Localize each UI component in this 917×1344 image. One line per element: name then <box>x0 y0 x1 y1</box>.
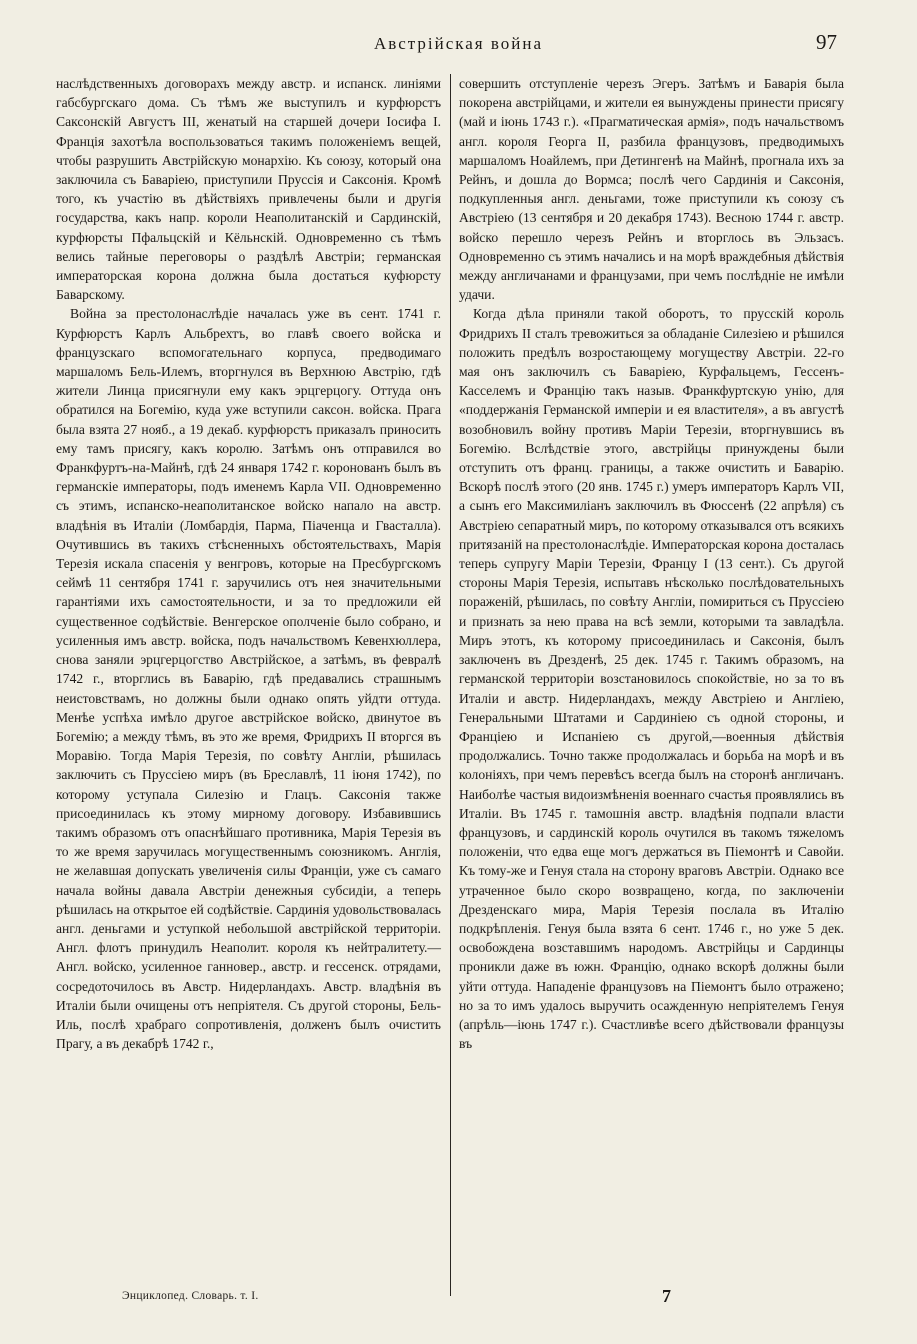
page-number: 97 <box>816 30 837 54</box>
right-paragraph: Когда дѣла приняли такой оборотъ, то прусскій король Фридрихъ II сталъ тревожиться за обладаніе Силезіею и рѣшился положить предѣлъ возростающему могуществу Австріи. 22-го мая онъ заключилъ съ Баваріею, Курфальцемъ, Гессенъ-Касселемъ и Францію такъ назыв. Франкфуртскую унію, для «поддержанія Германской имперіи и ея властителя», а въ августѣ возобновилъ войну противъ Маріи Терезіи, вторгнувшись въ Богемію. Вслѣдствіе этого, австрійцы принуждены были отступить отъ франц. границы, а также очистить и Баварію. Вскорѣ послѣ этого (20 янв. 1745 г.) умеръ императоръ Карлъ VII, а сынъ его Максимиліанъ заключилъ въ Фюссенѣ (22 апрѣля) съ Австріею сепаратный миръ, по которому отказывался отъ всякихъ притязаній на престолонаслѣдіе. Императорская корона досталась теперь супругу Маріи Терезіи, Францу I (13 сент.). Съ другой стороны Марія Терезія, испытавъ нѣсколько послѣдовательныхъ пораженій, рѣшилась, по совѣту Англіи, помириться съ Пруссіею и признать за нею права на всѣ земли, которыми та завладѣла. Миръ этотъ, къ которому присоединилась и Саксонія, былъ заключенъ въ Дрезденѣ, 25 дек. 1745 г. Такимъ образомъ, на германской территоріи возстановилось спокойствіе, но за то въ Италіи и австр. Нидерландахъ, между Австріею и Англіею, Генеральными Штатами и Сардиніею съ одной стороны, и Франціею и Испаніею съ другой,—военныя дѣйствія продолжались. Точно также продолжалась и борьба на морѣ и въ колоніяхъ, при чемъ перевѣсъ всегда былъ на сторонѣ англичанъ. Наиболѣе частыя видоизмѣненія военнаго счастья проявлялись въ Италіи. Въ 1745 г. тамошнія австр. владѣнія подпали власти французовъ, и сардинскій король очутился въ такомъ тяжеломъ положеніи, что едва еще могъ держаться въ Піемонтѣ и Савойи. Къ тому-же и Генуя стала на сторону враговъ Австріи. Однако все утраченное было скоро возвращено, когда, по заключеніи Дрезденскаго мира, Марія Терезія послала въ Италію подкрѣпленія. Генуя была взята 6 сент. 1746 г., но уже 5 дек. освобождена возставшимъ народомъ. Австрійцы и Сардинцы проникли даже въ южн. Францію, однако вскорѣ должны были уйти оттуда. Нападеніе французовъ на Піемонтъ было отражено; но за то имъ удалось выручить осажденную непріятелемъ Генуя (апрѣль—іюнь 1747 г.). Счастливѣе всего дѣйствовали французы въ <box>459 306 844 1052</box>
footer-signature: Энциклопед. Словарь. т. I. <box>122 1290 259 1302</box>
text-columns <box>56 74 868 1314</box>
running-title: Австрійская война <box>373 34 544 53</box>
left-column <box>56 74 441 1053</box>
page-header <box>0 30 917 60</box>
sheet-number: 7 <box>662 1286 671 1306</box>
left-paragraph: наслѣдственныхъ договорахъ между австр. и испанск. линіями габсбургскаго дома. Съ тѣмъ же выступилъ и курфюрстъ Саксонскій Августъ III, женатый на старшей дочери Іосифа I. Франція захотѣла воспользоваться такимъ положеніемъ вещей, чтобы разрушить Австрійскую монархію. Къ союзу, который она заключила съ Баваріею, приступили Пруссія и Саксонія. Кромѣ того, къ участію въ дѣйствіяхъ привлечены были и другія государства, какъ напр. короли Неаполитанскій и Сардинскій, курфюрсты Пфальцскій и Кёльнскій. Одновременно съ тѣмъ велись тайные переговоры о раздѣлѣ Австріи; германская императорская корона должна была достаться куфюрсту Баварскому. <box>56 76 441 303</box>
page-footer <box>0 1286 917 1314</box>
right-column <box>459 74 844 1053</box>
column-divider <box>450 74 451 1296</box>
left-paragraph: Война за престолонаслѣдіе началась уже въ сент. 1741 г. Курфюрстъ Карлъ Альбрехтъ, во главѣ своего войска и французскаго вспомогательнаго корпуса, предводимаго маршаломъ Бель-Илемъ, вторгнулся въ Верхнюю Австрію, гдѣ жители Линца присягнули ему какъ эрцгерцогу. Оттуда онъ обратился на Богемію, куда уже вступили саксон. войска. Прага была взята 27 нояб., а 19 декаб. курфюрстъ приказалъ приносить ему тамъ присягу, какъ королю. Затѣмъ онъ отправился во Франкфуртъ-на-Майнѣ, гдѣ 24 января 1742 г. коронованъ былъ въ германскіе императоры, подъ именемъ Карла VII. Одновременно съ этимъ, испанско-неаполитанское войско напало на австр. владѣнія въ Италіи (Ломбардія, Парма, Піаченца и Гвасталла). Очутившись въ такихъ стѣсненныхъ обстоятельствахъ, Марія Терезія искала спасенія у венгровъ, которые на Пресбургскомъ сеймѣ 11 сентября 1741 г. заручились отъ нея значительными гарантіями ихъ самостоятельности, и за то предложили ей существенное содѣйствіе. Венгерское ополченіе было собрано, и усиленныя имъ австр. войска, подъ начальствомъ Кевенхюллера, снова заняли эрцгерцогство Австрійское, а затѣмъ, въ февралѣ 1742 г., вторглись въ Баварію, гдѣ предавались страшнымъ неистовствамъ, но должны были однако опять уйдти оттуда. Менѣе успѣха имѣло другое австрійское войско, двинутое въ Богемію; а между тѣмъ, въ это же время, Фридрихъ II вторгся въ Моравію. Тогда Марія Терезія, по совѣту Англіи, рѣшилась заключить съ Пруссіею миръ (въ Бреславлѣ, 11 іюня 1742), по которому уступала Силезію и Глацъ. Саксонія также присоединилась къ этому мирному договору. Избавившись такимъ образомъ отъ опаснѣйшаго противника, Марія Терезія въ то же время заручилась могущественнымъ союзникомъ. Англія, не желавшая допускать увеличенія силы Франціи, уже съ самаго начала войны давала Австріи денежныя субсидіи, а теперь рѣшилась на открытое ей содѣйствіе. Сардинія удовольствовалась англ. деньгами и уступкой небольшой австрійской территоріи. Англ. флотъ принудилъ Неаполит. короля къ нейтралитету.— Англ. войско, усиленное ганновер., австр. и гессенск. отрядами, сосредоточилось въ Австр. Нидерландахъ. Австр. владѣнія въ Италіи были очищены отъ непріятеля. Съ другой стороны, Бель-Иль, послѣ храбраго сопротивленія, долженъ былъ очистить Прагу, а въ декабрѣ 1742 г., <box>56 306 441 1052</box>
right-paragraph: совершить отступленіе черезъ Эгеръ. Затѣмъ и Баварія была покорена австрійцами, и жители ея вынуждены принести присягу (май и іюнь 1743 г.). «Прагматическая армія», подъ начальствомъ англ. короля Георга II, разбила французовъ, предводимыхъ маршаломъ Ноайлемъ, при Детингенѣ на Майнѣ, прогнала ихъ за Рейнъ, и дошла до Вормса; послѣ чего Сардинія и Саксонія, подкупленныя англ. деньгами, тоже приступили къ союзу съ Австріею (13 сентября и 20 декабря 1743). Весною 1744 г. австр. войско перешло черезъ Рейнъ и вторглось въ Эльзасъ. Одновременно съ этимъ начались и на морѣ враждебныя дѣйствія между англичанами и французами, при чемъ послѣдніе не имѣли удачи. <box>459 76 844 303</box>
